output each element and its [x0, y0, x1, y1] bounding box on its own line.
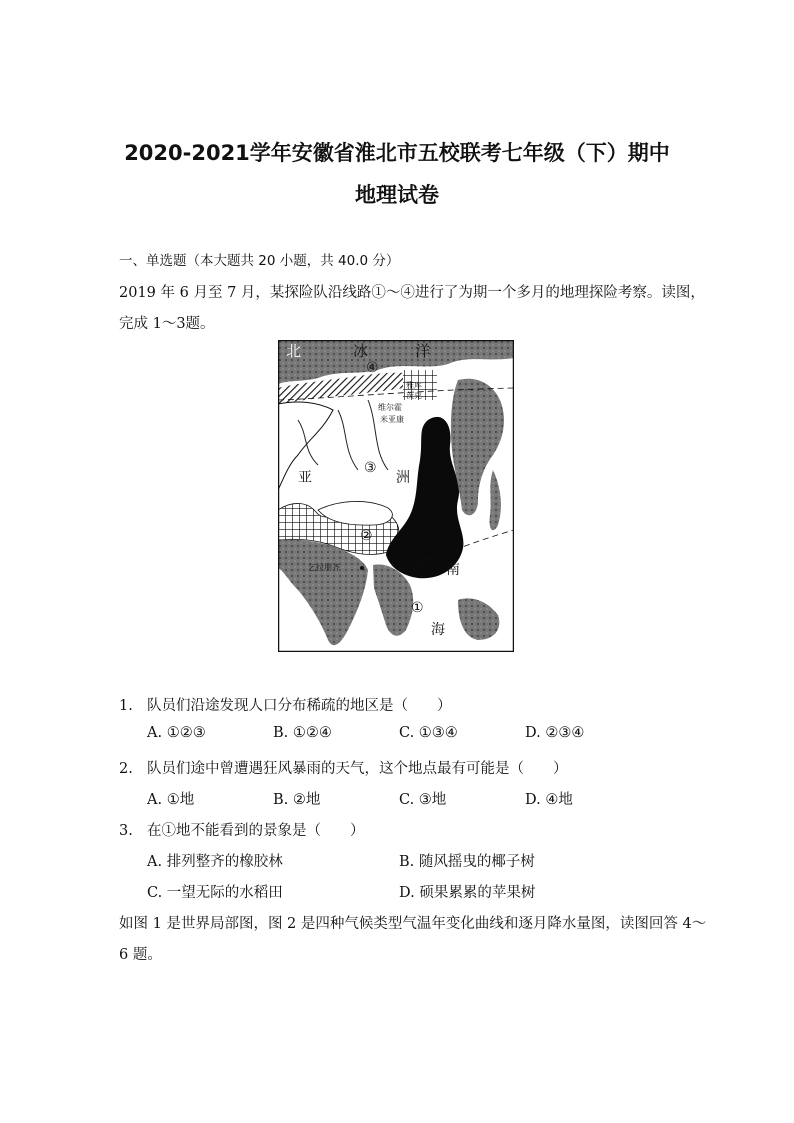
q2-option-c[interactable]: C. ③地	[399, 792, 447, 808]
q2-option-d[interactable]: D. ④地	[525, 792, 573, 808]
map-point-2: ②	[360, 528, 373, 544]
map-label-yakutsk-b: 茨克	[406, 391, 422, 400]
question-text: 在①地不能看到的景象是（ ）	[147, 823, 365, 839]
q3-option-b[interactable]: B. 随风摇曳的椰子树	[399, 854, 535, 870]
intro1-line2: 完成 1～3题。	[119, 316, 215, 332]
map-label-yakutsk-a: 雅库	[406, 381, 422, 390]
map-label-cherrapunji: 乞拉朋齐	[308, 563, 340, 572]
asia-map	[278, 340, 514, 652]
question-1	[119, 694, 452, 715]
exam-title-line2: 地理试卷	[355, 183, 439, 207]
intro1-line1: 2019 年 6 月至 7 月，某探险队沿线路①～④进行了为期一个多月的地理探险考察。读图，	[119, 285, 705, 301]
question-number: 3.	[119, 823, 133, 839]
exam-title-line1: 2020-2021学年安徽省淮北市五校联考七年级（下）期中	[124, 141, 670, 165]
q1-option-d[interactable]: D. ②③④	[525, 725, 585, 741]
map-label-yakutia: 米亚康	[380, 415, 404, 424]
question-number: 1.	[119, 698, 133, 714]
map-label-sea: 海	[431, 622, 445, 638]
question-number: 2.	[119, 761, 133, 777]
q2-option-b[interactable]: B. ②地	[273, 792, 321, 808]
section-heading: 一、单选题（本大题共 20 小题，共 40.0 分）	[119, 253, 400, 269]
question-text: 队员们途中曾遭遇狂风暴雨的天气，这个地点最有可能是（ ）	[147, 761, 568, 777]
map-label-asia1: 亚	[298, 470, 312, 486]
intro2-line1: 如图 1 是世界局部图，图 2 是四种气候类型气温年变化曲线和逐月降水量图，读图回答 4～	[119, 916, 707, 932]
q3-option-a[interactable]: A. 排列整齐的橡胶林	[147, 854, 283, 870]
map-point-3: ③	[364, 460, 377, 476]
question-text: 队员们沿途发现人口分布稀疏的地区是（ ）	[147, 698, 452, 714]
map-point-1: ①	[411, 600, 424, 616]
q3-option-c[interactable]: C. 一望无际的水稻田	[147, 885, 283, 901]
map-label-south: 南	[446, 562, 460, 578]
map-label-verkhoyansk: 维尔霍	[378, 403, 402, 412]
q1-option-b[interactable]: B. ①②④	[273, 725, 332, 741]
map-label-ocean: 洋	[415, 342, 431, 360]
q3-option-d[interactable]: D. 硕果累累的苹果树	[399, 885, 536, 901]
map-label-north: 北	[286, 342, 302, 360]
intro2-line2: 6 题。	[119, 947, 162, 963]
map-label-ice: 冰	[353, 342, 369, 360]
question-3	[119, 819, 365, 840]
map-label-asia2: 洲	[396, 470, 410, 486]
q2-option-a[interactable]: A. ①地	[147, 792, 195, 808]
question-2	[119, 757, 568, 778]
q1-option-a[interactable]: A. ①②③	[147, 725, 206, 741]
q1-option-c[interactable]: C. ①③④	[399, 725, 458, 741]
map-point-4: ④	[366, 360, 379, 376]
